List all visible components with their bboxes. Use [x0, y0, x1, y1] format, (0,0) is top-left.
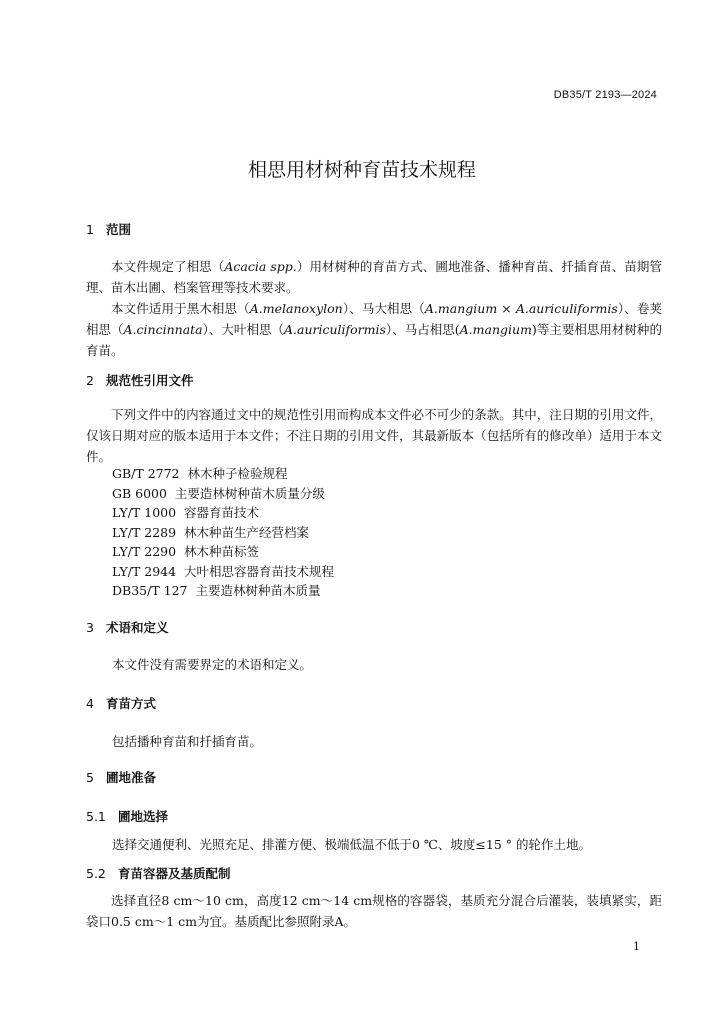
document-title: 相思用材树种育苗技术规程 [247, 159, 476, 181]
section-4-heading [86, 694, 156, 712]
reference-item: LY/T 2944 大叶相思容器育苗技术规程 [112, 563, 335, 579]
reference-item: LY/T 1000 容器育苗技术 [112, 505, 260, 520]
section-2-heading [86, 371, 194, 389]
reference-item: LY/T 2290 林木种苗标签 [112, 544, 260, 559]
section-1-heading [86, 220, 131, 238]
reference-item: DB35/T 127 主要造林树种苗木质量 [112, 583, 321, 598]
references-intro-text: 下列文件中的内容通过文中的规范性引用而构成本文件必不可少的条款。其中，注日期的引用文件，仅该日期对应的版本适用于本文件；不注日期的引用文件，其最新版本（包括所有的修改单）适用于本文件。 [86, 407, 662, 464]
terms-text: 本文件没有需要界定的术语和定义。 [112, 657, 313, 672]
methods-text: 包括播种育苗和扦插育苗。 [112, 734, 263, 749]
site-selection-text: 选择交通便利、光照充足、排灌方便、极端低温不低于0 ℃、坡度≤15 ° 的轮作土地。 [112, 837, 591, 852]
references-intro [86, 404, 662, 467]
section-title: 圃地准备 [106, 770, 157, 785]
section-3-heading [86, 618, 169, 636]
section-number: 2 [86, 373, 94, 388]
section-title: 范围 [106, 222, 132, 237]
container-paragraph: 选择直径8 cm～10 cm，高度12 cm～14 cm规格的容器袋，基质充分混合后灌装，装填紧实，距袋口0.5 cm～1 cm为宜。基质配比参照附录A。 [86, 893, 662, 929]
section-number: 4 [86, 696, 94, 711]
section-5-1-heading [86, 807, 168, 825]
section-number: 5 [86, 770, 94, 785]
section-title: 育苗方式 [106, 696, 157, 711]
reference-item: GB 6000 主要造林树种苗木质量分级 [112, 485, 325, 501]
reference-item: LY/T 2289 林木种苗生产经营档案 [112, 524, 310, 540]
section-number: 3 [86, 620, 94, 635]
page-number: 1 [633, 940, 640, 953]
section-number: 1 [86, 222, 94, 237]
section-5-2-heading [86, 864, 231, 882]
scope-text [86, 256, 662, 361]
section-title: 术语和定义 [106, 620, 169, 635]
section-5-heading [86, 768, 156, 786]
container-text [86, 890, 662, 932]
reference-list [112, 464, 334, 601]
section-title: 圃地选择 [118, 809, 169, 824]
standard-code: DB35/T 2193—2024 [553, 89, 657, 101]
scope-paragraph-1: 本文件规定了相思（Acacia spp.）用材树种的育苗方式、圃地准备、播种育苗、扦插育苗、苗期管理、苗木出圃、档案管理等技术要求。 [86, 259, 662, 295]
section-title: 育苗容器及基质配制 [118, 866, 231, 881]
scope-paragraph-2: 本文件适用于黑木相思（A.melanoxylon）、马大相思（A.mangium × A.auriculiformis）、卷荚相思（A.cincinnata）、大叶相思（A.auriculiformis）、马占相思(A.mangium)等主要相思用材树种的育苗。 [86, 301, 662, 358]
reference-item: GB/T 2772 林木种子检验规程 [112, 466, 288, 481]
section-number: 5.1 [86, 809, 106, 824]
section-number: 5.2 [86, 866, 106, 881]
section-title: 规范性引用文件 [106, 373, 194, 388]
